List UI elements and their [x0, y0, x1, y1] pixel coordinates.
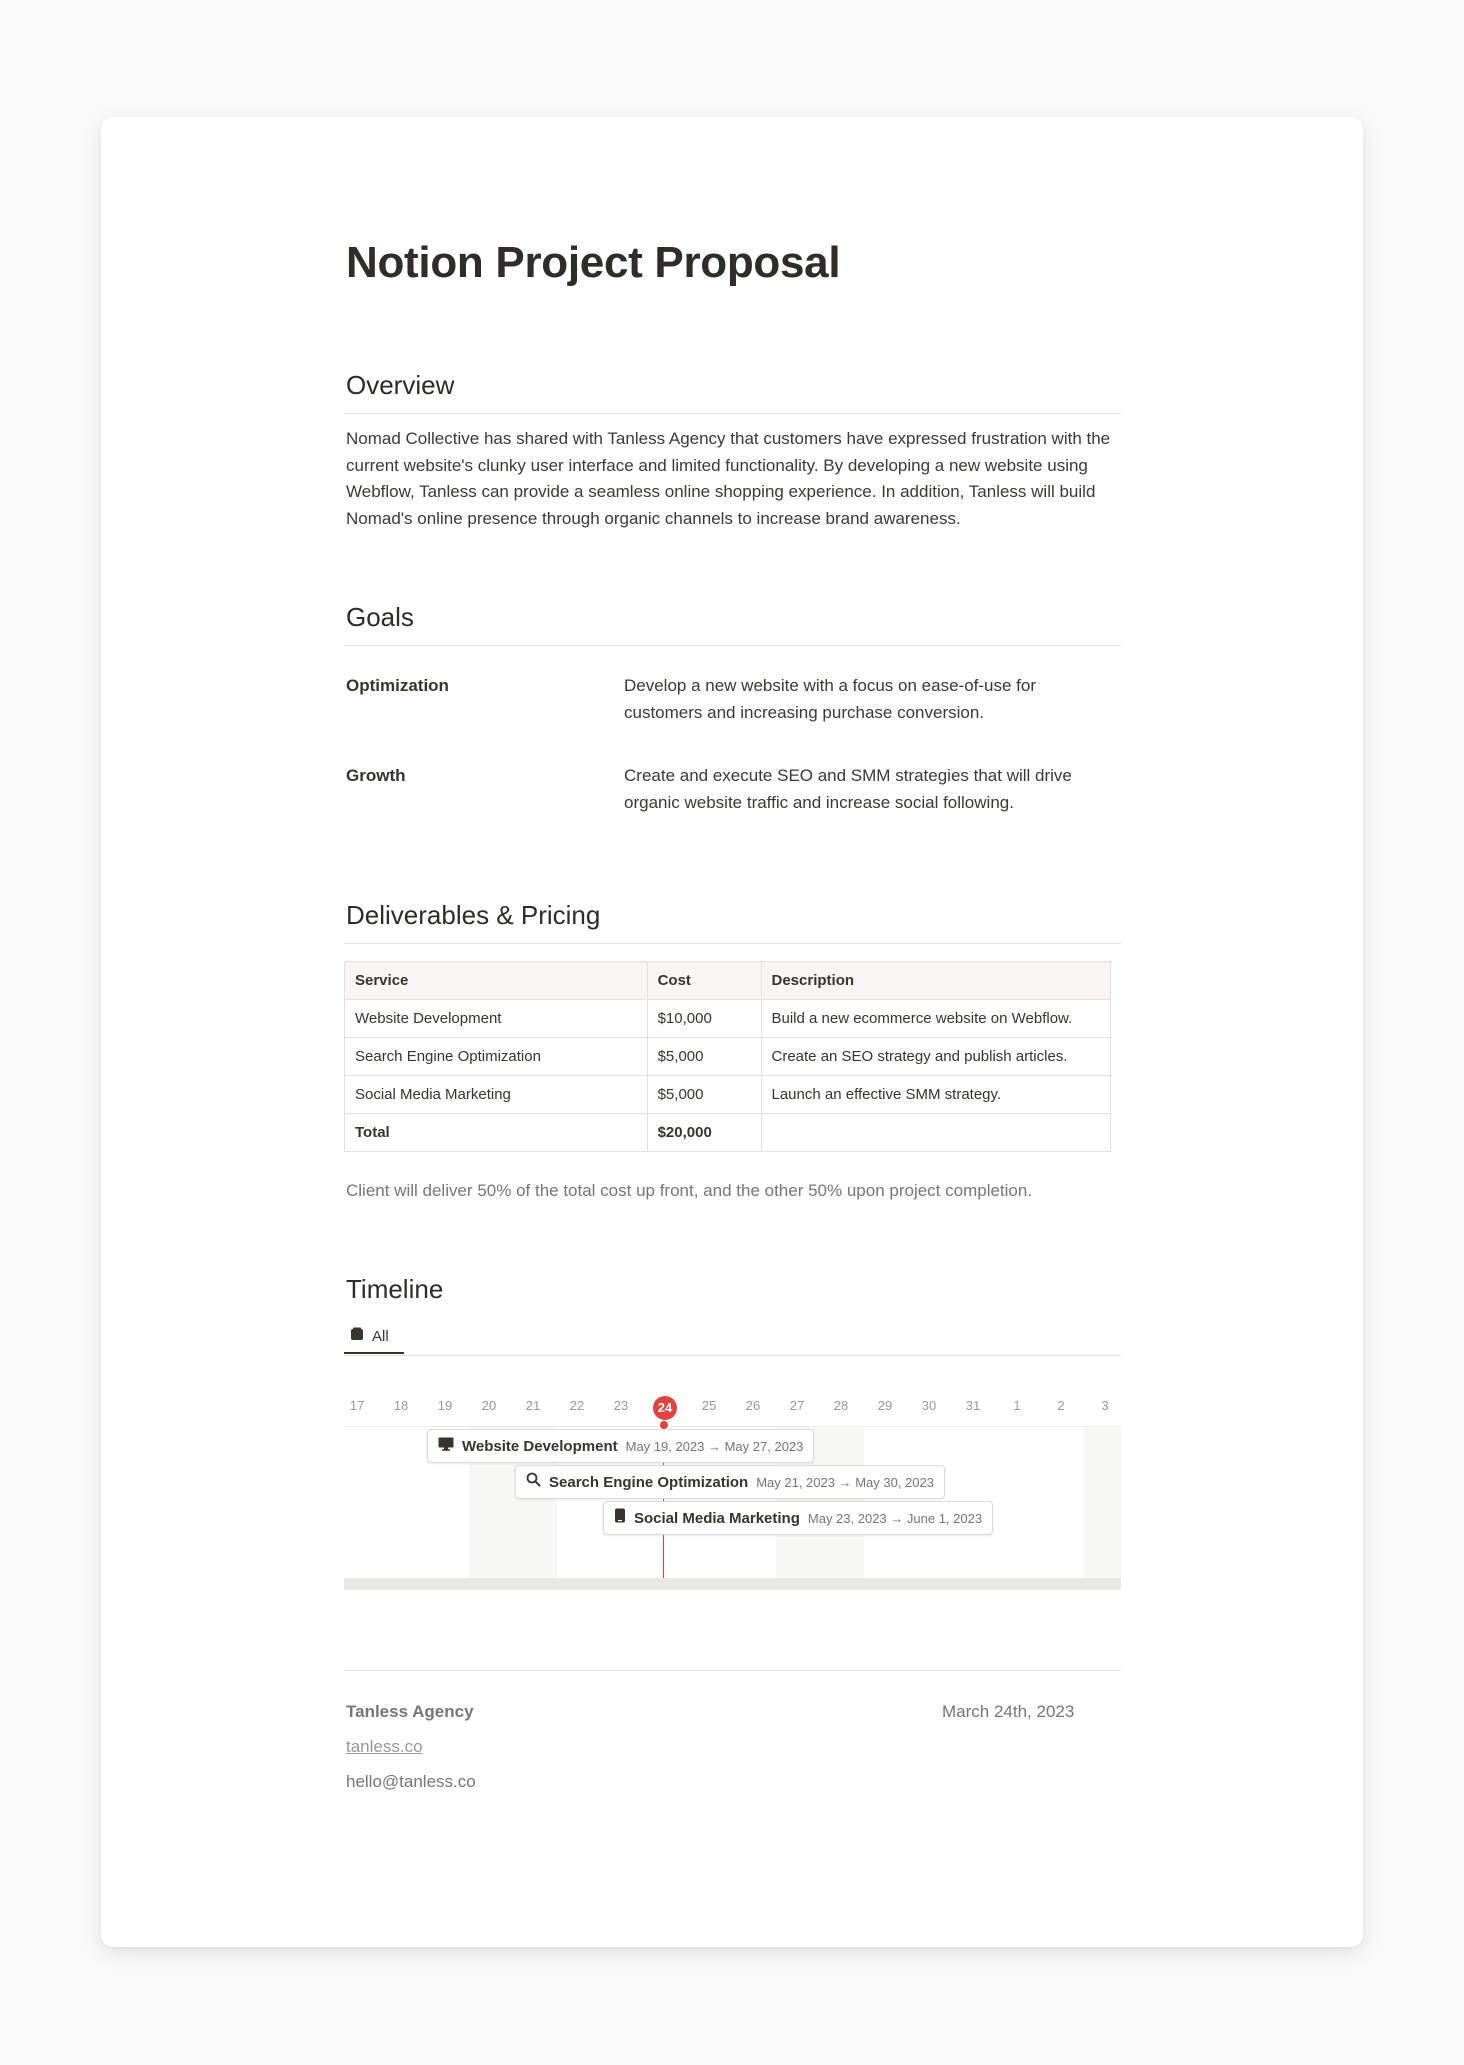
footer-date: March 24th, 2023: [942, 1702, 1075, 1721]
timeline-day-label: 17: [349, 1398, 365, 1413]
footer-divider: [344, 1670, 1121, 1671]
table-cell-empty[interactable]: [761, 1114, 1111, 1152]
table-cell[interactable]: Launch an effective SMM strategy.: [761, 1076, 1111, 1114]
timeline-day-label: 19: [437, 1398, 453, 1413]
today-marker: [660, 1421, 668, 1429]
timeline-day-label: 27: [789, 1398, 805, 1413]
timeline-day-label: 31: [965, 1398, 981, 1413]
timeline-day-label: 29: [877, 1398, 893, 1413]
timeline-day-label: 30: [921, 1398, 937, 1413]
footer-website-link[interactable]: tanless.co: [346, 1737, 423, 1756]
timeline-body[interactable]: [344, 1426, 1121, 1579]
table-cell[interactable]: $5,000: [647, 1038, 761, 1076]
footer-company-name: Tanless Agency: [346, 1702, 474, 1721]
table-cell[interactable]: Website Development: [345, 1000, 648, 1038]
view-tab-all[interactable]: [344, 1317, 395, 1355]
overview-paragraph: Nomad Collective has shared with Tanless Agency that customers have expressed frustration with the current website's clunky user interface and limited functionality. By developing a new website using Webflow, Tanless can provide a seamless online shopping experience. In addition, Tanless will build Nomad's online presence through organic channels to increase brand awareness.: [346, 429, 1111, 528]
page-title: Notion Project Proposal: [346, 238, 841, 287]
payment-note: Client will deliver 50% of the total cost up front, and the other 50% upon project completion.: [346, 1181, 1033, 1200]
deliverables-heading: Deliverables & Pricing: [346, 900, 601, 930]
timeline-item-website-development[interactable]: [427, 1429, 814, 1463]
goal-label-optimization: Optimization: [346, 676, 449, 695]
column-header-cost[interactable]: Cost: [647, 962, 761, 1000]
timeline-item-search-engine-optimization[interactable]: [515, 1465, 945, 1499]
timeline-day-label: 28: [833, 1398, 849, 1413]
timeline-item-name: Social Media Marketing: [634, 1509, 800, 1527]
timeline-view[interactable]: [344, 1388, 1121, 1591]
view-tab-label: All: [372, 1327, 389, 1345]
table-row: [345, 1000, 1111, 1038]
timeline-day-label: 22: [569, 1398, 585, 1413]
weekend-shade: [1084, 1427, 1121, 1579]
timeline-item-name: Website Development: [462, 1437, 618, 1455]
goal-description-optimization: Develop a new website with a focus on ease-of-use for customers and increasing purchase conversion.: [624, 676, 1037, 722]
footer-email: hello@tanless.co: [346, 1772, 476, 1791]
monitor-icon: [438, 1437, 454, 1456]
timeline-day-label: 3: [1101, 1398, 1109, 1413]
database-icon: [350, 1327, 364, 1345]
pricing-table: [344, 961, 1111, 1152]
timeline-day-label: 23: [613, 1398, 629, 1413]
table-cell[interactable]: $5,000: [647, 1076, 761, 1114]
table-cell[interactable]: Build a new ecommerce website on Webflow.: [761, 1000, 1111, 1038]
total-cost[interactable]: $20,000: [647, 1114, 761, 1152]
table-cell[interactable]: Social Media Marketing: [345, 1076, 648, 1114]
overview-heading: Overview: [346, 370, 455, 400]
timeline-item-dates: May 21, 2023 → May 30, 2023: [756, 1474, 934, 1490]
goals-heading: Goals: [346, 602, 414, 632]
column-header-description[interactable]: Description: [761, 962, 1111, 1000]
timeline-item-social-media-marketing[interactable]: [603, 1501, 993, 1535]
timeline-day-label: 25: [701, 1398, 717, 1413]
timeline-day-label: 20: [481, 1398, 497, 1413]
deliverables-divider: [344, 943, 1121, 944]
table-row: [345, 1076, 1111, 1114]
timeline-today-badge: 24: [653, 1396, 677, 1420]
timeline-date-header: [344, 1388, 1121, 1426]
timeline-scrollbar[interactable]: [344, 1578, 1121, 1590]
timeline-heading: Timeline: [346, 1274, 444, 1304]
table-header-row: [345, 962, 1111, 1000]
timeline-divider: [344, 1355, 1121, 1356]
overview-divider: [344, 413, 1121, 414]
table-cell[interactable]: Search Engine Optimization: [345, 1038, 648, 1076]
timeline-day-label: 26: [745, 1398, 761, 1413]
timeline-day-label: 2: [1057, 1398, 1065, 1413]
timeline-day-label: 21: [525, 1398, 541, 1413]
timeline-day-label: 1: [1013, 1398, 1021, 1413]
column-header-service[interactable]: Service: [345, 962, 648, 1000]
search-icon: [526, 1472, 541, 1492]
total-label[interactable]: Total: [345, 1114, 648, 1152]
timeline-item-name: Search Engine Optimization: [549, 1473, 749, 1491]
active-tab-indicator: [344, 1352, 404, 1354]
timeline-item-dates: May 23, 2023 → June 1, 2023: [807, 1510, 983, 1526]
table-total-row: [345, 1114, 1111, 1152]
goals-divider: [344, 645, 1121, 646]
table-cell[interactable]: $10,000: [647, 1000, 761, 1038]
goal-label-growth: Growth: [346, 766, 406, 785]
goal-description-growth: Create and execute SEO and SMM strategies that will drive organic website traffic and increase social following.: [624, 766, 1072, 812]
table-row: [345, 1038, 1111, 1076]
timeline-item-dates: May 19, 2023 → May 27, 2023: [625, 1438, 804, 1454]
timeline-day-label: 18: [393, 1398, 409, 1413]
table-cell[interactable]: Create an SEO strategy and publish articles.: [761, 1038, 1111, 1076]
phone-icon: [614, 1508, 626, 1528]
